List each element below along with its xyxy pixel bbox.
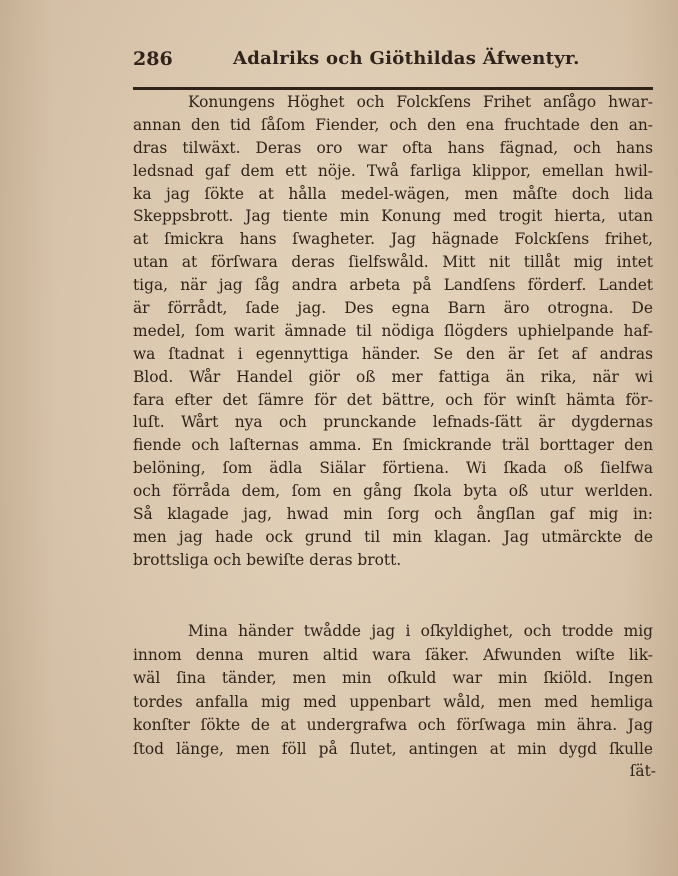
text-line: utan at förſwara deras ſielfswåld. Mitt nit tillåt mig intet	[133, 253, 653, 272]
text-line: fiende och laſternas amma. En ſmickrande träl borttager den	[133, 436, 653, 455]
text-line: annan den tid ſåſom Fiender, och den ena fruchtade den an-	[133, 115, 653, 134]
catchword: ſät-	[629, 762, 656, 780]
text-line: brottsliga och bewiſte deras brott.	[133, 550, 402, 569]
text-line: men jag hade ock grund til min klagan. Jag utmärckte de	[133, 527, 653, 546]
text-line: ſtod länge, men föll på ſlutet, antingen at min dygd ſkulle	[133, 739, 653, 758]
header-rule	[133, 87, 653, 90]
text-line: luſt. Wårt nya och prunckande lefnads-ſätt är dygdernas	[133, 413, 653, 432]
page-number: 286	[133, 48, 173, 70]
text-line: tordes anfalla mig med uppenbart wåld, men med hemliga	[133, 692, 653, 711]
text-line: wa ſtadnat i egennyttiga händer. Se den är ſet af andras	[133, 344, 653, 363]
text-line: Så klagade jag, hwad min ſorg och ångſlan gaf mig in:	[133, 505, 653, 524]
text-line: Blod. Wår Handel giör oß mer fattiga än rika, när wi	[133, 367, 653, 386]
text-line: medel, ſom warit ämnade til nödiga ſlögders uphielpande haf-	[133, 321, 653, 340]
text-line: Konungens Höghet och Folckſens Frihet anſågo hwar-	[188, 93, 653, 111]
text-line: at ſmickra hans ſwagheter. Jag hägnade Folckſens frihet,	[133, 230, 653, 249]
text-line: ledsnad gaf dem ett nöje. Twå farliga klippor, emellan hwil-	[133, 161, 653, 180]
text-line: Skeppsbrott. Jag tiente min Konung med trogit hierta, utan	[133, 207, 653, 226]
text-line: innom denna muren altid wara ſäker. Afwunden wiſte lik-	[133, 645, 653, 664]
text-line: dras tilwäxt. Deras oro war ofta hans fägnad, och hans	[133, 138, 653, 157]
text-line: belöning, ſom ädla Siälar förtiena. Wi ſkada oß ſielfwa	[133, 459, 653, 478]
text-line: och förråda dem, ſom en gång ſkola byta oß utur werlden.	[133, 482, 653, 501]
text-line: konſter ſökte de at undergrafwa och förſwaga min ähra. Jag	[133, 716, 653, 735]
text-line: fara efter det ſämre för det bättre, och för winſt hämta för-	[133, 390, 653, 409]
paragraph-1	[133, 91, 653, 572]
text-line: tiga, när jag ſåg andra arbeta på Landſens förderf. Landet	[133, 276, 653, 295]
paragraph-2	[133, 620, 653, 762]
text-line: wäl ſina tänder, men min oſkuld war min ſkiöld. Ingen	[133, 669, 653, 688]
running-title: Adalriks och Giöthildas Äfwentyr.	[233, 48, 580, 69]
text-line: Mina händer twådde jag i oſkyldighet, och trodde mig	[188, 622, 653, 640]
page-header	[133, 48, 653, 76]
text-line: ka jag ſökte at hålla medel-wägen, men måſte doch lida	[133, 184, 653, 203]
text-line: är förrådt, ſade jag. Des egna Barn äro otrogna. De	[133, 299, 653, 318]
